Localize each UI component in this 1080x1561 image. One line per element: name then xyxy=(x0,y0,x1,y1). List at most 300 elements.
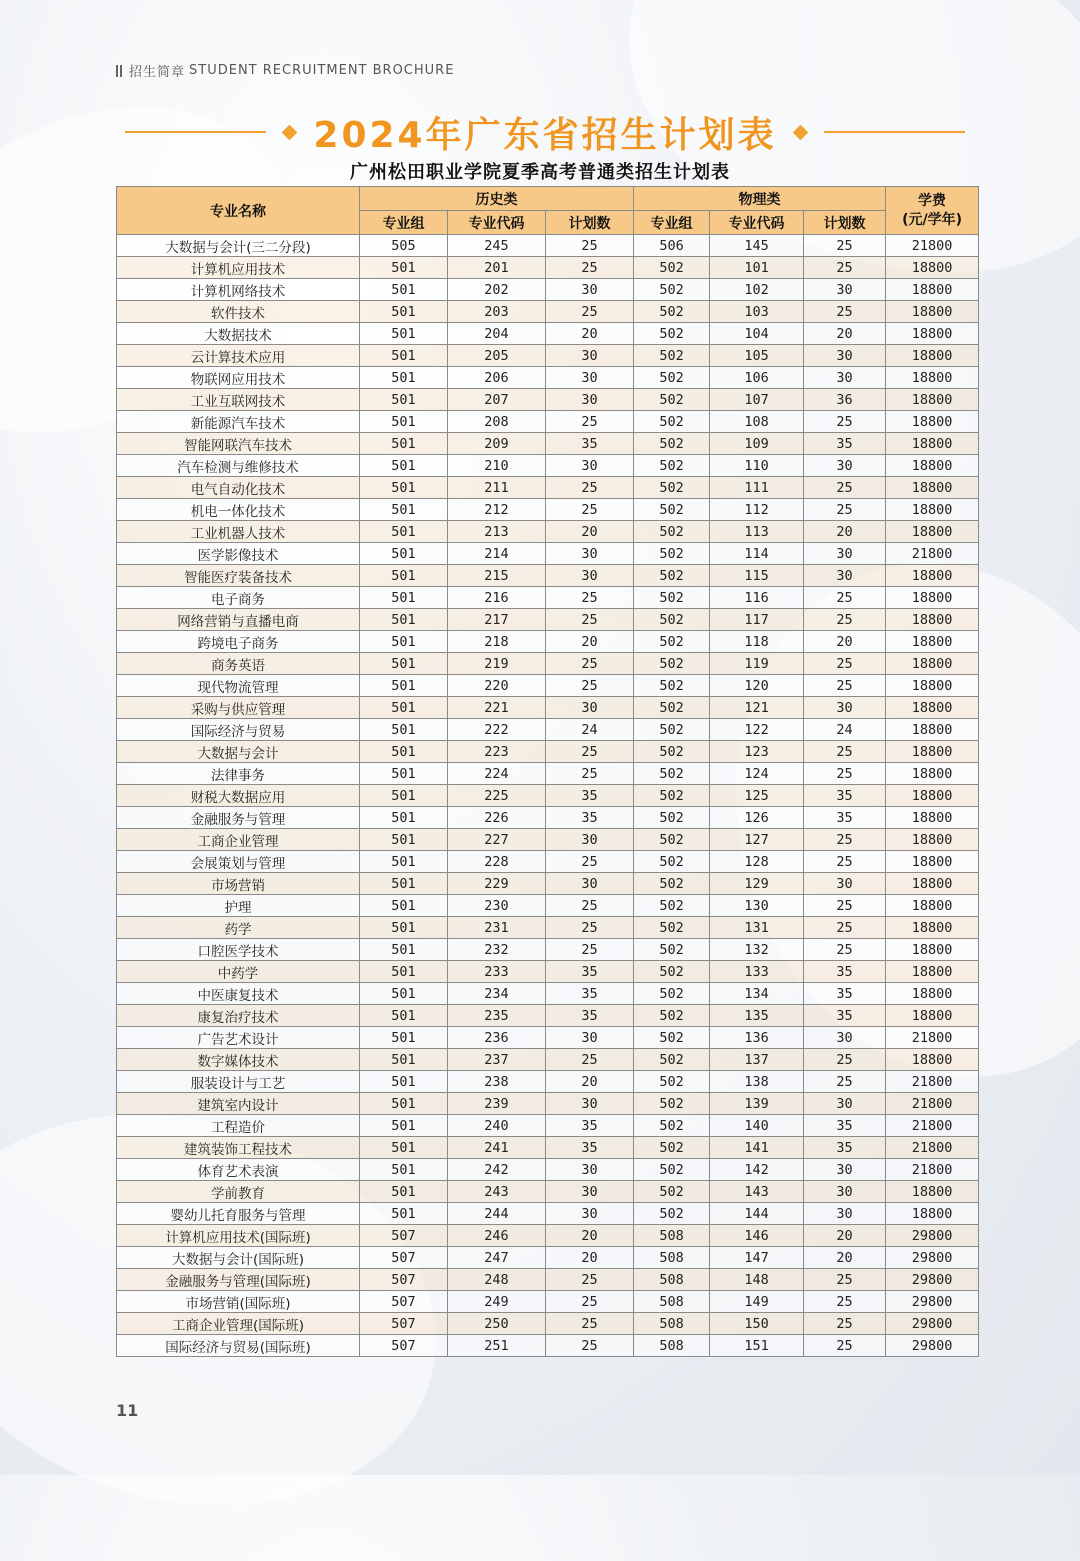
cell-history-plan-count: 35 xyxy=(546,785,634,807)
header-history-major-group: 专业组 xyxy=(360,211,448,235)
cell-history-plan-count: 30 xyxy=(546,345,634,367)
cell-major-name: 广告艺术设计 xyxy=(117,1027,360,1049)
cell-physics-plan-count: 20 xyxy=(804,521,886,543)
cell-history-major-group: 507 xyxy=(360,1335,448,1357)
cell-history-major-group: 501 xyxy=(360,1027,448,1049)
table-row xyxy=(117,389,979,411)
cell-major-name: 金融服务与管理 xyxy=(117,807,360,829)
cell-history-major-code: 220 xyxy=(448,675,546,697)
page-title: 2024年广东省招生计划表 xyxy=(313,114,777,156)
cell-history-plan-count: 35 xyxy=(546,983,634,1005)
cell-physics-plan-count: 30 xyxy=(804,1159,886,1181)
cell-history-plan-count: 20 xyxy=(546,521,634,543)
cell-history-major-code: 228 xyxy=(448,851,546,873)
cell-major-name: 商务英语 xyxy=(117,653,360,675)
cell-physics-major-code: 123 xyxy=(710,741,804,763)
cell-physics-major-code: 126 xyxy=(710,807,804,829)
cell-physics-plan-count: 25 xyxy=(804,851,886,873)
cell-tuition: 18800 xyxy=(886,631,979,653)
cell-history-plan-count: 25 xyxy=(546,411,634,433)
cell-tuition: 18800 xyxy=(886,961,979,983)
cell-history-major-group: 501 xyxy=(360,477,448,499)
cell-history-major-group: 501 xyxy=(360,565,448,587)
cell-physics-major-code: 101 xyxy=(710,257,804,279)
cell-major-name: 数字媒体技术 xyxy=(117,1049,360,1071)
cell-physics-plan-count: 36 xyxy=(804,389,886,411)
cell-physics-plan-count: 30 xyxy=(804,565,886,587)
table-row xyxy=(117,719,979,741)
cell-history-major-code: 212 xyxy=(448,499,546,521)
cell-physics-plan-count: 30 xyxy=(804,1027,886,1049)
cell-history-major-code: 249 xyxy=(448,1291,546,1313)
cell-physics-plan-count: 20 xyxy=(804,1247,886,1269)
cell-history-major-code: 229 xyxy=(448,873,546,895)
cell-physics-major-code: 150 xyxy=(710,1313,804,1335)
table-subtitle: 广州松田职业学院夏季高考普通类招生计划表 xyxy=(350,162,730,183)
cell-physics-major-group: 502 xyxy=(634,785,710,807)
cell-major-name: 中药学 xyxy=(117,961,360,983)
cell-physics-plan-count: 35 xyxy=(804,807,886,829)
cell-physics-major-group: 502 xyxy=(634,1005,710,1027)
header-history-plan-count: 计划数 xyxy=(546,211,634,235)
cell-history-major-group: 501 xyxy=(360,653,448,675)
cell-major-name: 护理 xyxy=(117,895,360,917)
cell-history-major-group: 501 xyxy=(360,257,448,279)
cell-major-name: 智能网联汽车技术 xyxy=(117,433,360,455)
cell-tuition: 18800 xyxy=(886,1203,979,1225)
header-brand-en: STUDENT RECRUITMENT BROCHURE xyxy=(189,63,455,78)
cell-history-major-code: 216 xyxy=(448,587,546,609)
cell-physics-major-group: 502 xyxy=(634,367,710,389)
cell-major-name: 金融服务与管理(国际班) xyxy=(117,1269,360,1291)
cell-history-major-group: 501 xyxy=(360,1203,448,1225)
cell-history-major-group: 501 xyxy=(360,455,448,477)
cell-tuition: 21800 xyxy=(886,1071,979,1093)
cell-history-major-group: 501 xyxy=(360,499,448,521)
cell-physics-plan-count: 30 xyxy=(804,1093,886,1115)
cell-physics-major-group: 508 xyxy=(634,1335,710,1357)
cell-major-name: 跨境电子商务 xyxy=(117,631,360,653)
cell-major-name: 中医康复技术 xyxy=(117,983,360,1005)
cell-major-name: 电子商务 xyxy=(117,587,360,609)
cell-history-plan-count: 25 xyxy=(546,675,634,697)
cell-physics-major-group: 502 xyxy=(634,279,710,301)
cell-physics-major-group: 502 xyxy=(634,697,710,719)
cell-history-plan-count: 25 xyxy=(546,257,634,279)
cell-history-major-group: 501 xyxy=(360,345,448,367)
cell-physics-major-code: 110 xyxy=(710,455,804,477)
cell-major-name: 智能医疗装备技术 xyxy=(117,565,360,587)
cell-history-major-code: 222 xyxy=(448,719,546,741)
cell-history-plan-count: 30 xyxy=(546,389,634,411)
cell-history-major-group: 501 xyxy=(360,433,448,455)
cell-physics-plan-count: 25 xyxy=(804,499,886,521)
cell-physics-major-code: 143 xyxy=(710,1181,804,1203)
cell-physics-major-group: 502 xyxy=(634,543,710,565)
cell-physics-plan-count: 35 xyxy=(804,1115,886,1137)
cell-physics-major-code: 113 xyxy=(710,521,804,543)
cell-major-name: 大数据与会计(三二分段) xyxy=(117,235,360,257)
table-row xyxy=(117,1291,979,1313)
cell-tuition: 21800 xyxy=(886,1093,979,1115)
cell-physics-major-group: 508 xyxy=(634,1291,710,1313)
cell-physics-major-group: 502 xyxy=(634,983,710,1005)
cell-tuition: 18800 xyxy=(886,653,979,675)
cell-physics-plan-count: 30 xyxy=(804,543,886,565)
cell-physics-plan-count: 25 xyxy=(804,895,886,917)
table-row xyxy=(117,565,979,587)
cell-physics-major-group: 508 xyxy=(634,1269,710,1291)
cell-history-plan-count: 30 xyxy=(546,697,634,719)
table-row xyxy=(117,983,979,1005)
cell-history-major-group: 501 xyxy=(360,1049,448,1071)
cell-physics-major-group: 502 xyxy=(634,807,710,829)
cell-tuition: 21800 xyxy=(886,1137,979,1159)
cell-physics-major-code: 102 xyxy=(710,279,804,301)
cell-history-plan-count: 25 xyxy=(546,763,634,785)
cell-physics-major-group: 502 xyxy=(634,301,710,323)
cell-history-major-code: 214 xyxy=(448,543,546,565)
table-row xyxy=(117,279,979,301)
cell-history-major-group: 501 xyxy=(360,301,448,323)
cell-physics-major-group: 502 xyxy=(634,829,710,851)
cell-history-major-code: 237 xyxy=(448,1049,546,1071)
cell-physics-major-code: 108 xyxy=(710,411,804,433)
cell-major-name: 大数据与会计 xyxy=(117,741,360,763)
cell-physics-plan-count: 30 xyxy=(804,279,886,301)
cell-history-plan-count: 30 xyxy=(546,565,634,587)
cell-history-major-group: 501 xyxy=(360,631,448,653)
cell-history-major-code: 227 xyxy=(448,829,546,851)
cell-physics-major-group: 502 xyxy=(634,521,710,543)
cell-history-major-group: 501 xyxy=(360,851,448,873)
cell-history-major-code: 204 xyxy=(448,323,546,345)
cell-history-plan-count: 35 xyxy=(546,1115,634,1137)
cell-physics-major-code: 103 xyxy=(710,301,804,323)
cell-major-name: 财税大数据应用 xyxy=(117,785,360,807)
cell-history-plan-count: 30 xyxy=(546,455,634,477)
header-major-name: 专业名称 xyxy=(117,187,360,235)
cell-history-plan-count: 25 xyxy=(546,477,634,499)
cell-history-plan-count: 30 xyxy=(546,1181,634,1203)
cell-history-major-code: 243 xyxy=(448,1181,546,1203)
cell-history-plan-count: 35 xyxy=(546,807,634,829)
cell-major-name: 计算机网络技术 xyxy=(117,279,360,301)
cell-tuition: 29800 xyxy=(886,1313,979,1335)
cell-history-major-group: 501 xyxy=(360,367,448,389)
cell-physics-major-code: 139 xyxy=(710,1093,804,1115)
cell-history-major-code: 239 xyxy=(448,1093,546,1115)
cell-history-major-group: 501 xyxy=(360,763,448,785)
cell-history-plan-count: 30 xyxy=(546,1093,634,1115)
cell-history-major-code: 213 xyxy=(448,521,546,543)
cell-physics-major-code: 130 xyxy=(710,895,804,917)
cell-physics-plan-count: 35 xyxy=(804,1005,886,1027)
cell-physics-major-code: 117 xyxy=(710,609,804,631)
cell-physics-major-group: 502 xyxy=(634,1049,710,1071)
cell-physics-major-code: 151 xyxy=(710,1335,804,1357)
cell-major-name: 计算机应用技术(国际班) xyxy=(117,1225,360,1247)
cell-physics-plan-count: 25 xyxy=(804,1269,886,1291)
cell-history-major-group: 501 xyxy=(360,719,448,741)
cell-tuition: 18800 xyxy=(886,675,979,697)
table-row xyxy=(117,411,979,433)
cell-history-major-group: 501 xyxy=(360,1137,448,1159)
table-row xyxy=(117,851,979,873)
cell-physics-major-code: 122 xyxy=(710,719,804,741)
cell-physics-major-group: 506 xyxy=(634,235,710,257)
cell-physics-major-group: 502 xyxy=(634,499,710,521)
cell-history-major-code: 221 xyxy=(448,697,546,719)
cell-physics-plan-count: 20 xyxy=(804,1225,886,1247)
table-row xyxy=(117,1159,979,1181)
cell-history-plan-count: 25 xyxy=(546,235,634,257)
cell-tuition: 29800 xyxy=(886,1225,979,1247)
cell-history-major-code: 251 xyxy=(448,1335,546,1357)
cell-history-major-code: 245 xyxy=(448,235,546,257)
cell-history-major-code: 248 xyxy=(448,1269,546,1291)
cell-history-major-code: 232 xyxy=(448,939,546,961)
cell-history-major-group: 501 xyxy=(360,1181,448,1203)
title-rule-right xyxy=(824,131,965,133)
cell-major-name: 物联网应用技术 xyxy=(117,367,360,389)
cell-physics-plan-count: 35 xyxy=(804,983,886,1005)
cell-major-name: 电气自动化技术 xyxy=(117,477,360,499)
table-row xyxy=(117,323,979,345)
cell-tuition: 18800 xyxy=(886,389,979,411)
cell-history-plan-count: 25 xyxy=(546,741,634,763)
cell-history-major-code: 231 xyxy=(448,917,546,939)
cell-tuition: 18800 xyxy=(886,455,979,477)
cell-physics-major-code: 134 xyxy=(710,983,804,1005)
cell-tuition: 18800 xyxy=(886,477,979,499)
cell-physics-plan-count: 25 xyxy=(804,653,886,675)
table-row xyxy=(117,301,979,323)
cell-physics-major-code: 146 xyxy=(710,1225,804,1247)
cell-major-name: 市场营销 xyxy=(117,873,360,895)
cell-history-major-group: 501 xyxy=(360,1093,448,1115)
cell-physics-major-code: 116 xyxy=(710,587,804,609)
cell-history-major-group: 501 xyxy=(360,829,448,851)
cell-physics-major-code: 106 xyxy=(710,367,804,389)
table-row xyxy=(117,895,979,917)
cell-physics-major-group: 502 xyxy=(634,411,710,433)
cell-tuition: 18800 xyxy=(886,785,979,807)
cell-history-plan-count: 30 xyxy=(546,279,634,301)
header-history-major-code: 专业代码 xyxy=(448,211,546,235)
cell-major-name: 法律事务 xyxy=(117,763,360,785)
enrollment-plan-table xyxy=(116,186,979,1357)
cell-tuition: 29800 xyxy=(886,1247,979,1269)
cell-physics-plan-count: 35 xyxy=(804,433,886,455)
table-row xyxy=(117,675,979,697)
cell-tuition: 29800 xyxy=(886,1269,979,1291)
cell-physics-major-group: 502 xyxy=(634,433,710,455)
cell-physics-major-group: 502 xyxy=(634,1093,710,1115)
cell-physics-major-group: 502 xyxy=(634,609,710,631)
cell-tuition: 21800 xyxy=(886,1115,979,1137)
cell-physics-plan-count: 20 xyxy=(804,631,886,653)
cell-history-plan-count: 25 xyxy=(546,1049,634,1071)
cell-physics-major-group: 502 xyxy=(634,1159,710,1181)
cell-history-plan-count: 35 xyxy=(546,961,634,983)
table-row xyxy=(117,741,979,763)
cell-history-major-code: 203 xyxy=(448,301,546,323)
cell-physics-plan-count: 35 xyxy=(804,785,886,807)
cell-physics-plan-count: 20 xyxy=(804,323,886,345)
cell-tuition: 18800 xyxy=(886,983,979,1005)
cell-physics-plan-count: 25 xyxy=(804,1071,886,1093)
cell-history-plan-count: 35 xyxy=(546,1005,634,1027)
cell-history-major-group: 501 xyxy=(360,785,448,807)
cell-history-major-group: 501 xyxy=(360,697,448,719)
cell-history-major-code: 235 xyxy=(448,1005,546,1027)
cell-tuition: 18800 xyxy=(886,829,979,851)
cell-history-major-code: 210 xyxy=(448,455,546,477)
cell-history-plan-count: 30 xyxy=(546,543,634,565)
table-row xyxy=(117,961,979,983)
cell-tuition: 18800 xyxy=(886,609,979,631)
cell-history-major-group: 501 xyxy=(360,807,448,829)
table-row xyxy=(117,1071,979,1093)
table-row xyxy=(117,1181,979,1203)
cell-tuition: 18800 xyxy=(886,851,979,873)
cell-history-major-code: 234 xyxy=(448,983,546,1005)
cell-physics-plan-count: 30 xyxy=(804,345,886,367)
cell-history-major-code: 233 xyxy=(448,961,546,983)
cell-history-plan-count: 25 xyxy=(546,917,634,939)
cell-tuition: 29800 xyxy=(886,1335,979,1357)
cell-history-plan-count: 20 xyxy=(546,1247,634,1269)
table-row xyxy=(117,543,979,565)
table-row xyxy=(117,697,979,719)
cell-tuition: 21800 xyxy=(886,1027,979,1049)
table-row xyxy=(117,1137,979,1159)
cell-history-major-code: 217 xyxy=(448,609,546,631)
cell-physics-plan-count: 25 xyxy=(804,1049,886,1071)
cell-history-major-code: 230 xyxy=(448,895,546,917)
cell-major-name: 建筑装饰工程技术 xyxy=(117,1137,360,1159)
cell-physics-major-code: 129 xyxy=(710,873,804,895)
cell-history-major-code: 208 xyxy=(448,411,546,433)
cell-physics-major-group: 502 xyxy=(634,1115,710,1137)
table-row xyxy=(117,829,979,851)
cell-history-major-group: 501 xyxy=(360,389,448,411)
cell-major-name: 建筑室内设计 xyxy=(117,1093,360,1115)
cell-tuition: 18800 xyxy=(886,367,979,389)
cell-history-major-group: 501 xyxy=(360,895,448,917)
cell-history-major-group: 501 xyxy=(360,1115,448,1137)
cell-physics-plan-count: 25 xyxy=(804,917,886,939)
cell-physics-major-group: 502 xyxy=(634,257,710,279)
cell-tuition: 18800 xyxy=(886,741,979,763)
cell-tuition: 18800 xyxy=(886,1181,979,1203)
cell-tuition: 18800 xyxy=(886,411,979,433)
cell-history-major-code: 202 xyxy=(448,279,546,301)
cell-physics-major-code: 111 xyxy=(710,477,804,499)
cell-major-name: 体育艺术表演 xyxy=(117,1159,360,1181)
cell-physics-major-code: 115 xyxy=(710,565,804,587)
cell-tuition: 18800 xyxy=(886,873,979,895)
cell-physics-plan-count: 25 xyxy=(804,1335,886,1357)
cell-major-name: 市场营销(国际班) xyxy=(117,1291,360,1313)
table-row xyxy=(117,873,979,895)
cell-physics-plan-count: 25 xyxy=(804,477,886,499)
cell-major-name: 计算机应用技术 xyxy=(117,257,360,279)
cell-history-major-group: 501 xyxy=(360,609,448,631)
cell-history-major-code: 247 xyxy=(448,1247,546,1269)
cell-physics-major-group: 508 xyxy=(634,1313,710,1335)
cell-history-plan-count: 25 xyxy=(546,587,634,609)
cell-history-major-group: 501 xyxy=(360,675,448,697)
cell-physics-major-code: 136 xyxy=(710,1027,804,1049)
table-row xyxy=(117,257,979,279)
cell-history-major-group: 507 xyxy=(360,1291,448,1313)
cell-history-major-code: 226 xyxy=(448,807,546,829)
cell-history-major-group: 501 xyxy=(360,279,448,301)
header-history-group: 历史类 xyxy=(360,187,634,211)
cell-history-major-code: 223 xyxy=(448,741,546,763)
cell-tuition: 18800 xyxy=(886,939,979,961)
cell-physics-major-code: 121 xyxy=(710,697,804,719)
table-row xyxy=(117,1093,979,1115)
cell-physics-major-code: 131 xyxy=(710,917,804,939)
cell-physics-major-group: 502 xyxy=(634,675,710,697)
cell-major-name: 大数据与会计(国际班) xyxy=(117,1247,360,1269)
table-body xyxy=(117,235,979,1357)
cell-physics-major-group: 502 xyxy=(634,565,710,587)
diamond-icon xyxy=(282,124,298,140)
cell-history-plan-count: 24 xyxy=(546,719,634,741)
cell-history-plan-count: 35 xyxy=(546,1137,634,1159)
cell-history-major-group: 501 xyxy=(360,521,448,543)
cell-major-name: 国际经济与贸易(国际班) xyxy=(117,1335,360,1357)
cell-major-name: 药学 xyxy=(117,917,360,939)
cell-history-plan-count: 35 xyxy=(546,433,634,455)
cell-physics-major-group: 508 xyxy=(634,1247,710,1269)
cell-physics-plan-count: 25 xyxy=(804,675,886,697)
table-row xyxy=(117,587,979,609)
cell-major-name: 工商企业管理(国际班) xyxy=(117,1313,360,1335)
cell-history-plan-count: 20 xyxy=(546,1225,634,1247)
cell-history-major-code: 215 xyxy=(448,565,546,587)
cell-major-name: 云计算技术应用 xyxy=(117,345,360,367)
cell-tuition: 18800 xyxy=(886,345,979,367)
cell-physics-major-code: 132 xyxy=(710,939,804,961)
cell-physics-plan-count: 35 xyxy=(804,1137,886,1159)
cell-physics-major-group: 502 xyxy=(634,587,710,609)
cell-physics-major-code: 118 xyxy=(710,631,804,653)
cell-physics-plan-count: 30 xyxy=(804,455,886,477)
cell-history-major-group: 501 xyxy=(360,873,448,895)
cell-physics-major-code: 149 xyxy=(710,1291,804,1313)
table-row xyxy=(117,235,979,257)
cell-major-name: 婴幼儿托育服务与管理 xyxy=(117,1203,360,1225)
cell-physics-plan-count: 25 xyxy=(804,763,886,785)
cell-physics-plan-count: 24 xyxy=(804,719,886,741)
table-row xyxy=(117,631,979,653)
cell-major-name: 网络营销与直播电商 xyxy=(117,609,360,631)
cell-physics-major-group: 502 xyxy=(634,873,710,895)
cell-physics-plan-count: 30 xyxy=(804,873,886,895)
cell-history-plan-count: 20 xyxy=(546,1071,634,1093)
cell-tuition: 21800 xyxy=(886,1159,979,1181)
header-physics-group: 物理类 xyxy=(634,187,886,211)
cell-physics-plan-count: 25 xyxy=(804,741,886,763)
cell-physics-plan-count: 30 xyxy=(804,697,886,719)
cell-physics-major-group: 502 xyxy=(634,631,710,653)
cell-history-plan-count: 25 xyxy=(546,653,634,675)
